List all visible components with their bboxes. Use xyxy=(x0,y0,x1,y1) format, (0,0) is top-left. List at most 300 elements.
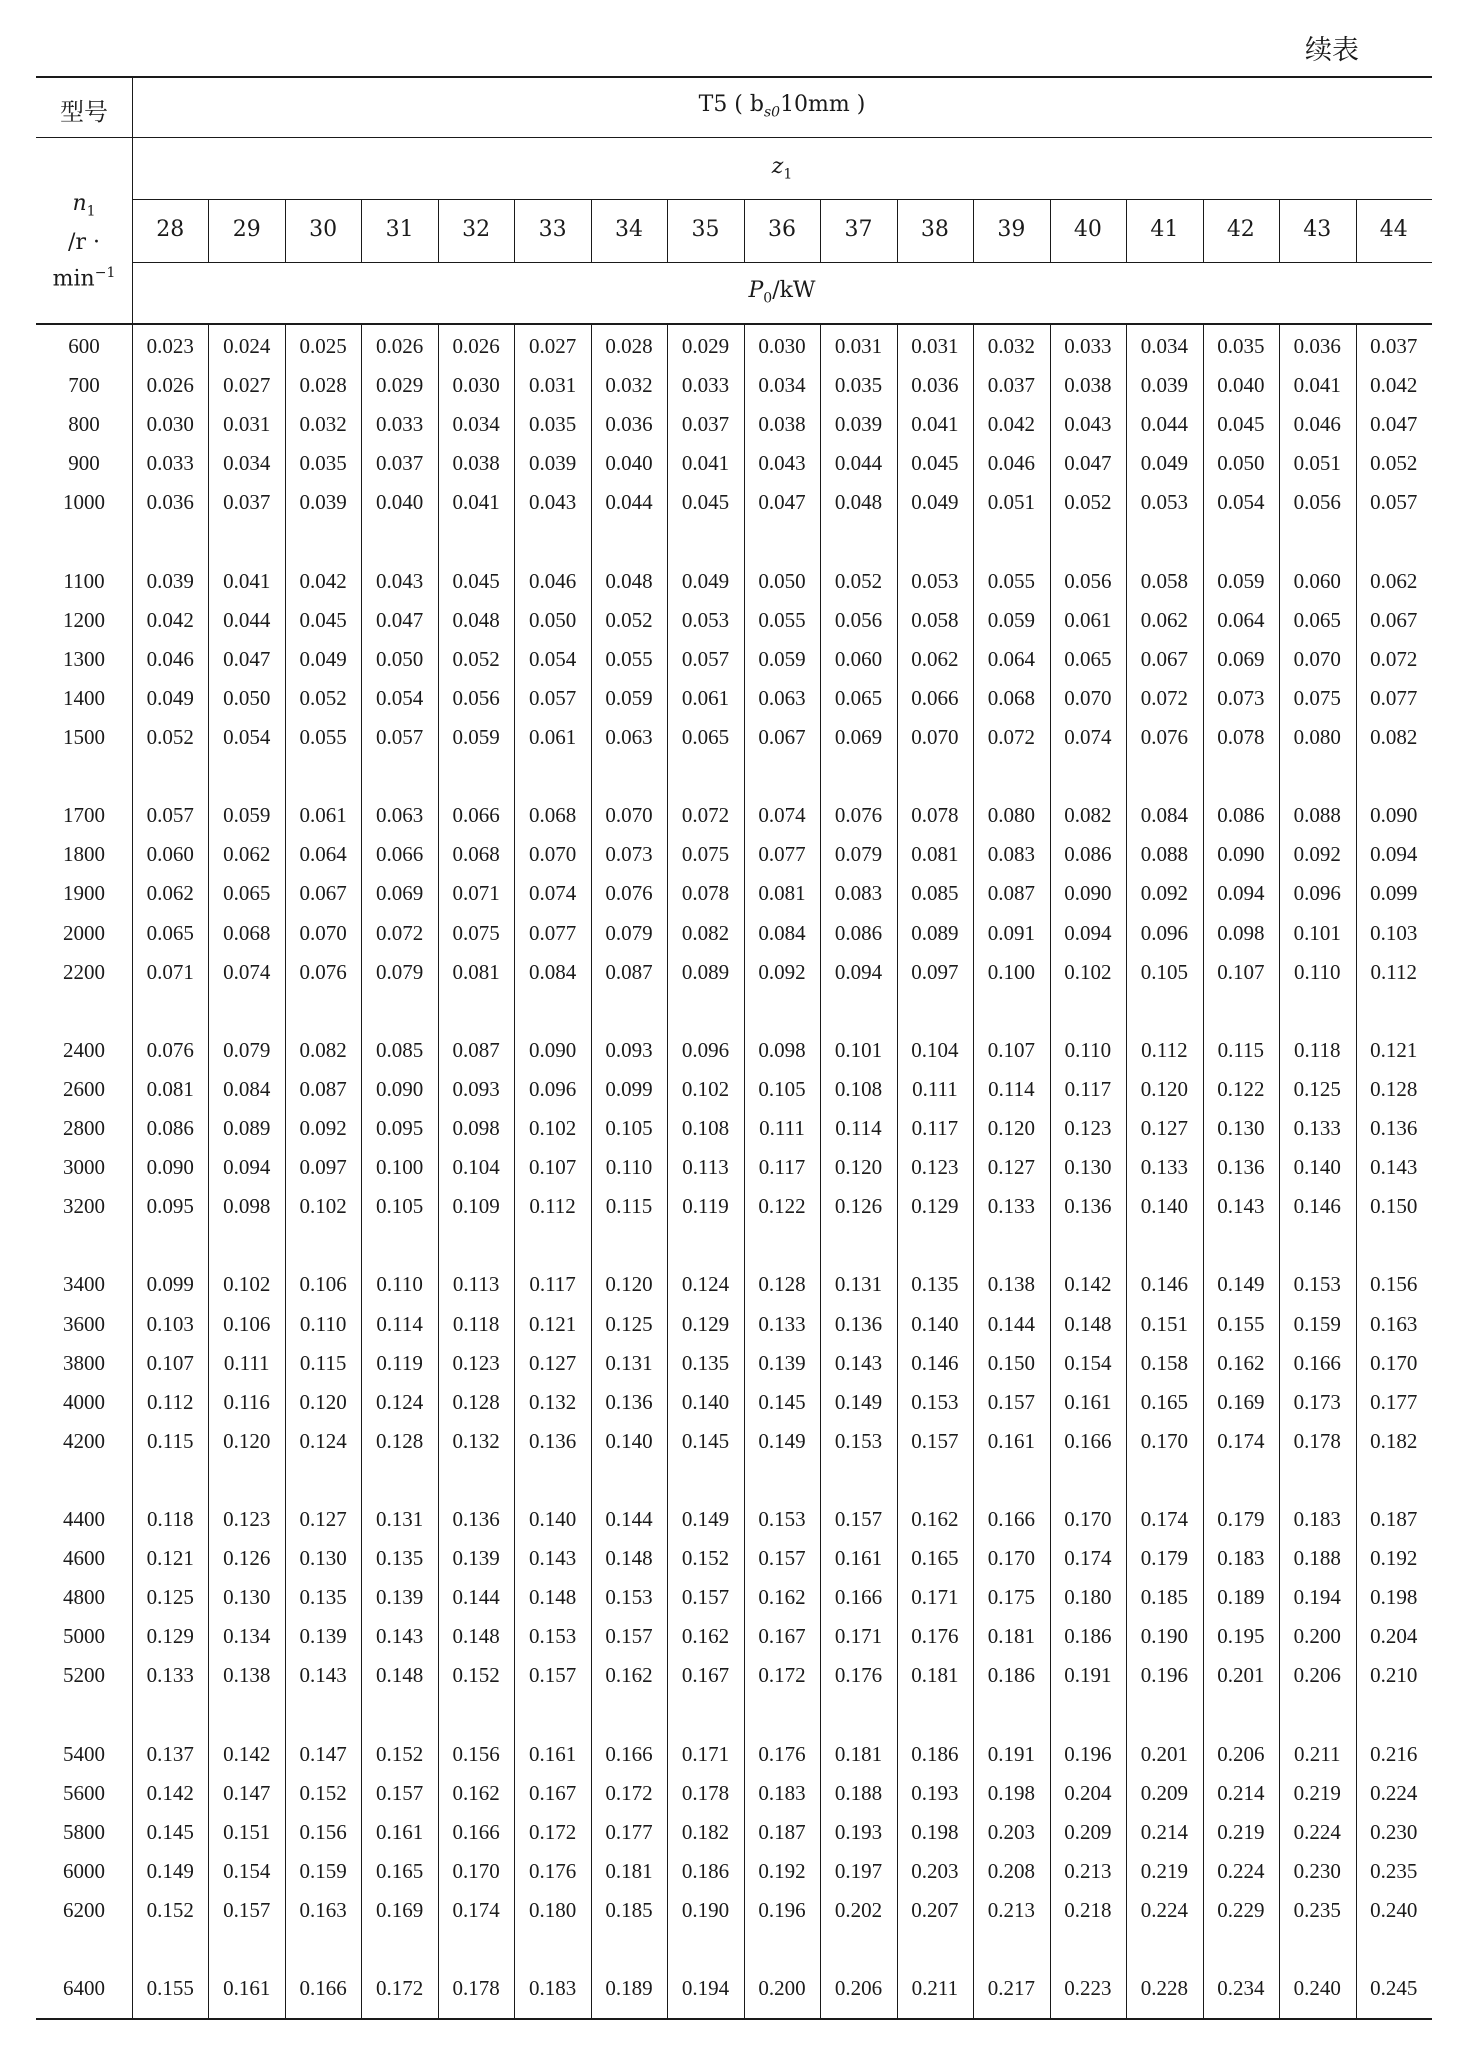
speed-value: 1300 xyxy=(63,646,105,671)
power-value: 0.102 xyxy=(1064,959,1112,984)
power-value: 0.149 xyxy=(146,1858,194,1883)
power-value: 0.176 xyxy=(834,1663,883,1688)
power-value: 0.028 xyxy=(299,373,347,398)
power-value: 0.186 xyxy=(911,1741,959,1766)
power-value: 0.085 xyxy=(376,1037,424,1062)
column-divider-header xyxy=(285,199,286,262)
power-value: 0.094 xyxy=(834,959,883,984)
power-value: 0.070 xyxy=(299,920,347,945)
power-value: 0.083 xyxy=(987,842,1036,867)
power-value: 0.194 xyxy=(681,1976,730,2001)
power-value: 0.198 xyxy=(987,1780,1036,1805)
power-value: 0.060 xyxy=(146,842,194,867)
power-value: 0.145 xyxy=(681,1428,730,1453)
power-value: 0.047 xyxy=(1064,451,1112,476)
column-divider-body xyxy=(438,324,439,2018)
power-value: 0.095 xyxy=(146,1194,194,1219)
power-value: 0.136 xyxy=(1217,1155,1265,1180)
power-value: 0.210 xyxy=(1370,1663,1418,1688)
power-value: 0.046 xyxy=(146,646,194,671)
power-value: 0.087 xyxy=(987,881,1036,906)
power-value: 0.125 xyxy=(605,1311,653,1336)
speed-value: 2600 xyxy=(63,1076,105,1101)
column-header: 30 xyxy=(309,217,338,242)
power-value: 0.049 xyxy=(146,685,194,710)
continued-label: 续表 xyxy=(1305,35,1359,66)
power-value: 0.044 xyxy=(1140,412,1188,437)
power-value: 0.158 xyxy=(1140,1350,1188,1375)
power-value: 0.124 xyxy=(376,1389,424,1414)
power-value: 0.169 xyxy=(376,1898,424,1922)
power-value: 0.076 xyxy=(146,1037,194,1062)
power-value: 0.052 xyxy=(1370,451,1418,476)
power-value: 0.175 xyxy=(987,1585,1036,1610)
column-divider-header xyxy=(667,199,668,262)
power-value: 0.211 xyxy=(911,1976,959,2001)
power-value: 0.068 xyxy=(528,803,577,828)
power-value: 0.064 xyxy=(987,646,1036,671)
power-value: 0.079 xyxy=(605,920,653,945)
power-value: 0.037 xyxy=(681,412,730,437)
power-value: 0.183 xyxy=(528,1976,577,2001)
power-value: 0.057 xyxy=(528,685,577,710)
power-value: 0.072 xyxy=(987,725,1036,749)
power-value: 0.102 xyxy=(223,1272,271,1297)
power-value: 0.060 xyxy=(834,646,883,671)
power-value: 0.102 xyxy=(681,1076,730,1101)
power-value: 0.183 xyxy=(1217,1546,1265,1571)
power-value: 0.121 xyxy=(528,1311,577,1336)
power-value: 0.044 xyxy=(834,451,883,476)
speed-value: 600 xyxy=(68,334,100,358)
power-value: 0.153 xyxy=(758,1507,806,1531)
power-value: 0.201 xyxy=(1217,1663,1265,1688)
power-value: 0.228 xyxy=(1140,1976,1188,2001)
power-value: 0.219 xyxy=(1217,1819,1265,1844)
speed-value: 3600 xyxy=(63,1311,105,1336)
power-value: 0.118 xyxy=(1294,1037,1341,1062)
power-value: 0.209 xyxy=(1140,1780,1188,1805)
model-value-prefix: T5 ( b xyxy=(698,92,764,117)
power-value: 0.099 xyxy=(146,1272,194,1297)
power-value: 0.059 xyxy=(1217,568,1265,593)
column-divider-header xyxy=(1356,199,1357,262)
speed-unit-sup: −1 xyxy=(94,265,116,282)
power-value: 0.156 xyxy=(452,1741,500,1766)
column-header: 38 xyxy=(920,217,949,242)
power-value: 0.172 xyxy=(758,1663,806,1688)
speed-value: 1800 xyxy=(63,842,105,867)
power-value: 0.131 xyxy=(376,1507,424,1531)
power-value: 0.056 xyxy=(834,607,883,632)
power-value: 0.055 xyxy=(758,607,806,632)
column-divider-body xyxy=(820,324,821,2018)
power-value: 0.071 xyxy=(452,881,500,906)
power-value: 0.082 xyxy=(299,1037,347,1062)
speed-value: 1100 xyxy=(63,568,105,593)
power-value: 0.084 xyxy=(528,959,577,984)
power-value: 0.161 xyxy=(834,1546,883,1571)
power-value: 0.124 xyxy=(299,1428,347,1453)
power-value: 0.055 xyxy=(299,725,347,749)
power-value: 0.138 xyxy=(223,1663,271,1688)
power-value: 0.146 xyxy=(911,1350,959,1375)
power-value: 0.139 xyxy=(452,1546,500,1571)
power-value: 0.150 xyxy=(1370,1194,1418,1219)
speed-unit-line2: min xyxy=(52,266,95,292)
power-value: 0.224 xyxy=(1293,1819,1341,1844)
power-value: 0.052 xyxy=(1064,490,1112,515)
column-divider-body xyxy=(667,324,668,2018)
speed-value: 1900 xyxy=(63,881,105,906)
power-value: 0.052 xyxy=(452,646,500,671)
power-value: 0.120 xyxy=(605,1272,653,1297)
power-value: 0.133 xyxy=(758,1311,806,1336)
column-header: 31 xyxy=(385,217,414,242)
power-value: 0.076 xyxy=(605,881,653,906)
power-value: 0.165 xyxy=(1140,1389,1188,1414)
power-value: 0.094 xyxy=(1370,842,1418,867)
power-value: 0.069 xyxy=(376,881,424,906)
power-value: 0.120 xyxy=(1140,1076,1188,1101)
column-divider-header xyxy=(438,199,439,262)
power-value: 0.092 xyxy=(1293,842,1341,867)
power-value: 0.047 xyxy=(758,490,806,515)
power-value: 0.049 xyxy=(911,490,959,515)
power-value: 0.206 xyxy=(1293,1663,1341,1688)
power-value: 0.143 xyxy=(1217,1194,1265,1219)
power-value: 0.087 xyxy=(452,1037,500,1062)
power-value: 0.167 xyxy=(681,1663,730,1688)
power-value: 0.165 xyxy=(911,1546,959,1571)
power-value: 0.117 xyxy=(529,1272,576,1297)
power-value: 0.105 xyxy=(605,1116,653,1140)
power-value: 0.171 xyxy=(911,1585,959,1610)
power-value: 0.065 xyxy=(1064,646,1112,671)
power-value: 0.187 xyxy=(758,1819,806,1844)
power-value: 0.025 xyxy=(299,334,347,358)
speed-value: 4000 xyxy=(63,1389,105,1414)
power-value: 0.162 xyxy=(605,1663,653,1688)
power-value: 0.171 xyxy=(681,1741,730,1766)
power-value: 0.107 xyxy=(987,1037,1036,1062)
power-value: 0.092 xyxy=(758,959,806,984)
power-value: 0.180 xyxy=(528,1898,577,1922)
speed-value: 700 xyxy=(68,373,100,398)
power-value: 0.223 xyxy=(1064,1976,1112,2001)
power-value: 0.162 xyxy=(1217,1350,1265,1375)
power-value: 0.045 xyxy=(1217,412,1265,437)
power-value: 0.118 xyxy=(452,1311,500,1336)
power-value: 0.023 xyxy=(146,334,194,358)
power-value: 0.200 xyxy=(758,1976,806,2001)
power-value: 0.132 xyxy=(452,1428,500,1453)
power-value: 0.089 xyxy=(911,920,959,945)
power-value: 0.197 xyxy=(834,1858,883,1883)
power-value: 0.090 xyxy=(1370,803,1418,828)
column-divider-header xyxy=(820,199,821,262)
power-value: 0.120 xyxy=(987,1116,1036,1140)
power-value: 0.201 xyxy=(1140,1741,1188,1766)
power-value: 0.187 xyxy=(1370,1507,1418,1531)
power-value: 0.161 xyxy=(1064,1389,1112,1414)
power-value: 0.075 xyxy=(681,842,730,867)
power-value: 0.146 xyxy=(1140,1272,1188,1297)
power-value: 0.070 xyxy=(1293,646,1341,671)
column-divider-header xyxy=(1050,199,1051,262)
power-value: 0.058 xyxy=(911,607,959,632)
power-value: 0.176 xyxy=(911,1624,959,1649)
power-value: 0.177 xyxy=(1370,1389,1418,1414)
power-value: 0.170 xyxy=(1370,1350,1418,1375)
power-value: 0.053 xyxy=(911,568,959,593)
power-value: 0.090 xyxy=(1064,881,1112,906)
power-value: 0.229 xyxy=(1217,1898,1265,1922)
power-value: 0.140 xyxy=(911,1311,959,1336)
power-value: 0.033 xyxy=(146,451,194,476)
power-value: 0.040 xyxy=(605,451,653,476)
column-header: 33 xyxy=(538,217,567,242)
power-value: 0.059 xyxy=(223,803,271,828)
power-value: 0.161 xyxy=(987,1428,1036,1453)
power-value: 0.148 xyxy=(452,1624,500,1649)
power-value: 0.080 xyxy=(987,803,1036,828)
speed-value: 1500 xyxy=(63,725,105,749)
power-value: 0.062 xyxy=(1370,568,1418,593)
column-divider-body xyxy=(1279,324,1280,2018)
power-value: 0.038 xyxy=(1064,373,1112,398)
speed-sub: 1 xyxy=(86,203,96,220)
power-value: 0.157 xyxy=(528,1663,577,1688)
power-value: 0.186 xyxy=(1064,1624,1112,1649)
power-value: 0.159 xyxy=(1293,1311,1341,1336)
column-header: 37 xyxy=(844,217,873,242)
column-divider-header xyxy=(514,199,515,262)
power-value: 0.235 xyxy=(1293,1898,1341,1922)
power-value: 0.224 xyxy=(1217,1858,1265,1883)
power-value: 0.096 xyxy=(1293,881,1341,906)
power-value: 0.121 xyxy=(146,1546,194,1571)
power-value: 0.024 xyxy=(223,334,271,358)
power-value: 0.135 xyxy=(681,1350,730,1375)
power-value: 0.188 xyxy=(834,1780,883,1805)
power-value: 0.070 xyxy=(1064,685,1112,710)
power-value: 0.112 xyxy=(529,1194,576,1219)
power-value: 0.086 xyxy=(146,1116,194,1140)
power-value: 0.130 xyxy=(223,1585,271,1610)
power-value: 0.057 xyxy=(1370,490,1418,515)
power-value: 0.111 xyxy=(223,1350,270,1375)
power-value: 0.157 xyxy=(681,1585,730,1610)
power-value: 0.063 xyxy=(376,803,424,828)
power-value: 0.123 xyxy=(452,1350,500,1375)
speed-value: 5600 xyxy=(63,1780,105,1805)
column-divider-header xyxy=(1203,199,1204,262)
power-value: 0.105 xyxy=(1140,959,1188,984)
power-value: 0.091 xyxy=(987,920,1036,945)
column-divider-body xyxy=(361,324,362,2018)
power-value: 0.056 xyxy=(1293,490,1341,515)
power-value: 0.062 xyxy=(911,646,959,671)
power-value: 0.054 xyxy=(1217,490,1265,515)
power-value: 0.086 xyxy=(834,920,883,945)
power-value: 0.081 xyxy=(146,1076,194,1101)
power-value: 0.108 xyxy=(834,1076,883,1101)
power-value: 0.043 xyxy=(1064,412,1112,437)
power-value: 0.206 xyxy=(1217,1741,1265,1766)
teeth-header xyxy=(132,154,1432,182)
power-value: 0.126 xyxy=(223,1546,271,1571)
power-value: 0.136 xyxy=(834,1311,883,1336)
header-rule-model xyxy=(132,137,1432,138)
power-value: 0.093 xyxy=(452,1076,500,1101)
power-value: 0.056 xyxy=(1064,568,1112,593)
power-value: 0.074 xyxy=(1064,725,1112,749)
power-value: 0.117 xyxy=(758,1155,806,1180)
power-value: 0.142 xyxy=(146,1780,194,1805)
power-value: 0.128 xyxy=(758,1272,806,1297)
power-value: 0.101 xyxy=(834,1037,883,1062)
power-value: 0.050 xyxy=(758,568,806,593)
speed-value: 1400 xyxy=(63,685,105,710)
power-value: 0.039 xyxy=(528,451,577,476)
power-value: 0.108 xyxy=(681,1116,730,1140)
power-value: 0.198 xyxy=(911,1819,959,1844)
power-value: 0.166 xyxy=(1064,1428,1112,1453)
power-value: 0.033 xyxy=(1064,334,1112,358)
power-value: 0.032 xyxy=(987,334,1036,358)
power-value: 0.075 xyxy=(1293,685,1341,710)
power-value: 0.193 xyxy=(911,1780,959,1805)
power-value: 0.063 xyxy=(758,685,806,710)
power-value: 0.096 xyxy=(528,1076,577,1101)
power-value: 0.090 xyxy=(1217,842,1265,867)
power-value: 0.058 xyxy=(1140,568,1188,593)
power-value: 0.193 xyxy=(834,1819,883,1844)
power-value: 0.213 xyxy=(987,1898,1036,1922)
power-value: 0.071 xyxy=(146,959,194,984)
power-value: 0.110 xyxy=(1064,1037,1112,1062)
column-divider-header xyxy=(973,199,974,262)
power-value: 0.030 xyxy=(758,334,806,358)
power-value: 0.087 xyxy=(605,959,653,984)
power-value: 0.083 xyxy=(834,881,883,906)
power-value: 0.192 xyxy=(1370,1546,1418,1571)
power-value: 0.111 xyxy=(759,1116,805,1140)
power-value: 0.045 xyxy=(452,568,500,593)
power-value: 0.072 xyxy=(1370,646,1418,671)
power-value: 0.149 xyxy=(758,1428,806,1453)
power-unit: /kW xyxy=(772,278,816,303)
power-value: 0.041 xyxy=(452,490,500,515)
power-value: 0.157 xyxy=(911,1428,959,1453)
power-value: 0.166 xyxy=(605,1741,653,1766)
power-value: 0.052 xyxy=(834,568,883,593)
power-value: 0.042 xyxy=(299,568,347,593)
power-value: 0.050 xyxy=(376,646,424,671)
power-value: 0.113 xyxy=(682,1155,729,1180)
power-value: 0.148 xyxy=(376,1663,424,1688)
power-value: 0.080 xyxy=(1293,725,1341,749)
power-value: 0.077 xyxy=(1370,685,1418,710)
power-value: 0.140 xyxy=(1293,1155,1341,1180)
power-value: 0.206 xyxy=(834,1976,883,2001)
power-value: 0.050 xyxy=(528,607,577,632)
power-value: 0.026 xyxy=(452,334,500,358)
power-value: 0.030 xyxy=(452,373,500,398)
power-value: 0.192 xyxy=(758,1858,806,1883)
table-top-rule xyxy=(36,76,1432,78)
power-value: 0.139 xyxy=(758,1350,806,1375)
power-value: 0.067 xyxy=(299,881,347,906)
speed-value: 4200 xyxy=(63,1428,105,1453)
power-value: 0.162 xyxy=(452,1780,500,1805)
power-value: 0.062 xyxy=(146,881,194,906)
power-value: 0.144 xyxy=(987,1311,1036,1336)
power-value: 0.119 xyxy=(682,1194,729,1219)
power-value: 0.194 xyxy=(1293,1585,1341,1610)
power-value: 0.183 xyxy=(758,1780,806,1805)
power-value: 0.130 xyxy=(1064,1155,1112,1180)
column-divider-header xyxy=(361,199,362,262)
power-value: 0.034 xyxy=(452,412,500,437)
power-value: 0.146 xyxy=(1293,1194,1341,1219)
power-value: 0.049 xyxy=(681,568,730,593)
column-divider-body xyxy=(1126,324,1127,2018)
speed-value: 6200 xyxy=(63,1898,105,1922)
power-value: 0.230 xyxy=(1370,1819,1418,1844)
column-header: 41 xyxy=(1150,217,1179,242)
power-value: 0.154 xyxy=(1064,1350,1112,1375)
power-value: 0.202 xyxy=(834,1898,883,1922)
power-value: 0.038 xyxy=(452,451,500,476)
power-value: 0.051 xyxy=(1293,451,1341,476)
power-value: 0.038 xyxy=(758,412,806,437)
column-header: 35 xyxy=(691,217,720,242)
power-value: 0.051 xyxy=(987,490,1036,515)
power-value: 0.115 xyxy=(299,1350,347,1375)
power-value: 0.156 xyxy=(1370,1272,1418,1297)
power-value: 0.181 xyxy=(987,1624,1036,1649)
model-label: 型号 xyxy=(60,98,108,126)
power-value: 0.105 xyxy=(376,1194,424,1219)
speed-value: 1700 xyxy=(63,803,105,828)
power-value: 0.155 xyxy=(146,1976,194,2001)
power-value: 0.127 xyxy=(1140,1116,1188,1140)
power-value: 0.136 xyxy=(1370,1116,1418,1140)
power-value: 0.132 xyxy=(528,1389,577,1414)
power-value: 0.074 xyxy=(758,803,806,828)
column-divider-body xyxy=(973,324,974,2018)
power-value: 0.039 xyxy=(299,490,347,515)
power-value: 0.166 xyxy=(299,1976,347,2001)
power-value: 0.044 xyxy=(605,490,653,515)
power-value: 0.114 xyxy=(988,1076,1035,1101)
power-value: 0.098 xyxy=(452,1116,500,1140)
power-value: 0.031 xyxy=(528,373,577,398)
power-value: 0.119 xyxy=(376,1350,423,1375)
power-value: 0.109 xyxy=(452,1194,500,1219)
power-value: 0.053 xyxy=(681,607,730,632)
power-value: 0.088 xyxy=(1140,842,1188,867)
speed-value: 900 xyxy=(68,451,100,476)
power-value: 0.104 xyxy=(452,1155,500,1180)
power-value: 0.177 xyxy=(605,1819,653,1844)
power-value: 0.059 xyxy=(758,646,806,671)
power-value: 0.185 xyxy=(605,1898,653,1922)
power-value: 0.084 xyxy=(758,920,806,945)
power-value: 0.149 xyxy=(681,1507,730,1531)
